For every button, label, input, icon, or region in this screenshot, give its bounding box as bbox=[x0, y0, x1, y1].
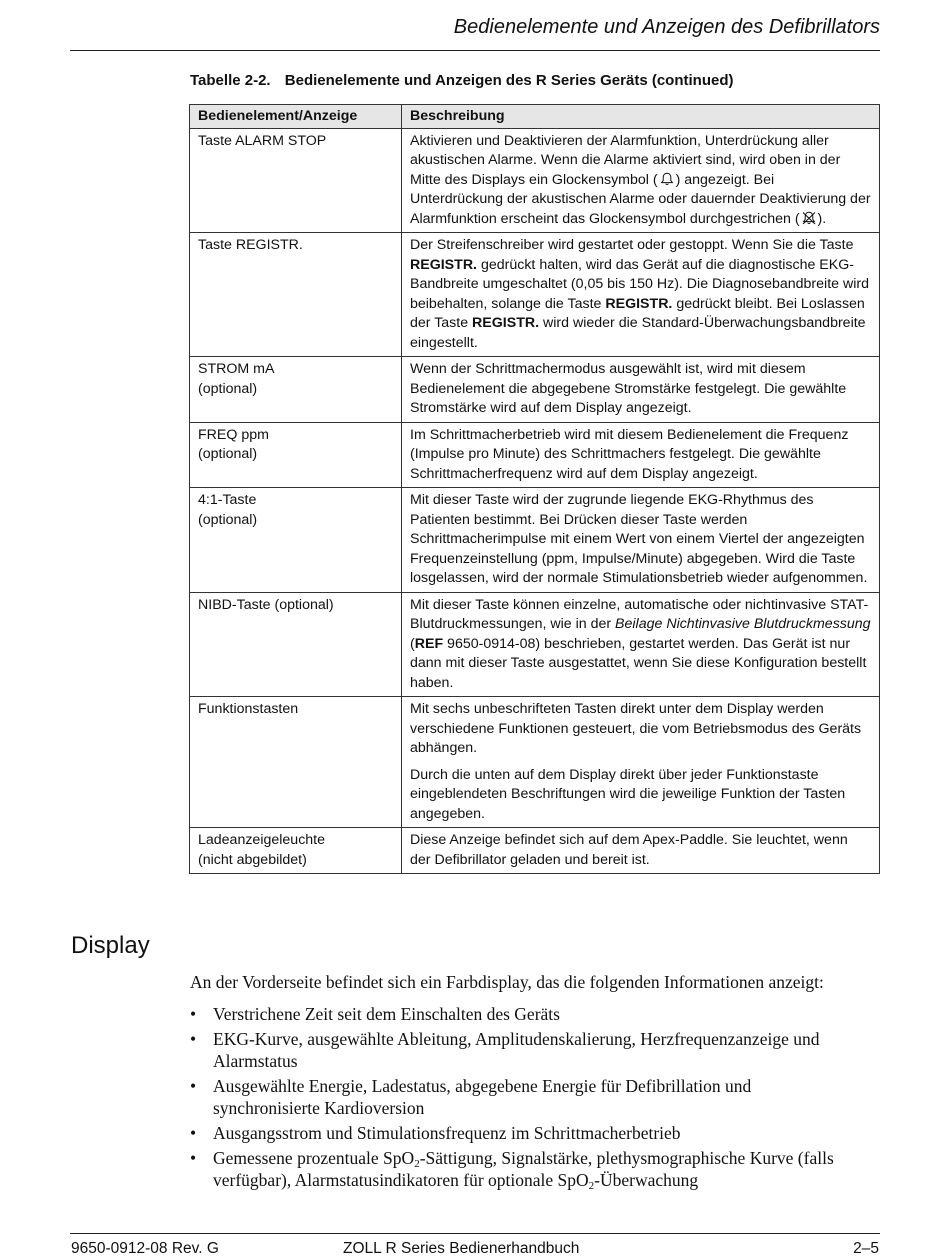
description-cell bbox=[402, 128, 880, 233]
description-cell bbox=[402, 592, 880, 697]
list-item bbox=[190, 1147, 840, 1191]
control-name: NIBD-Taste (optional) bbox=[198, 596, 334, 613]
list-item bbox=[190, 1003, 840, 1025]
bell-crossed-icon bbox=[801, 210, 817, 226]
table-header-row bbox=[190, 105, 880, 129]
list-item bbox=[190, 1028, 840, 1072]
table-row bbox=[190, 128, 880, 233]
control-name: Taste ALARM STOP bbox=[198, 132, 327, 149]
control-cell bbox=[190, 233, 402, 357]
description-text: ) angezeigt. Bei Unterdrückung der akustischen Alarme oder dauernder Deaktivierung der Alarmfunktion erscheint das Glockensymbol durchgestrichen ( bbox=[410, 171, 871, 227]
description-text: Wenn der Schrittmachermodus ausgewählt ist, wird mit diesem Bedienelement die abgegebene Stromstärke festgelegt. Die gewählte Stromstärke wird auf dem Display angezeigt. bbox=[410, 361, 847, 416]
control-name: STROM mA bbox=[198, 361, 275, 377]
description-text: Mit dieser Taste können einzelne, automatische oder nichtinvasive STAT-Blutdruckmessungen, wie in der bbox=[410, 596, 869, 632]
subscript: 2 bbox=[588, 1180, 595, 1192]
control-qualifier: (nicht abgebildet) bbox=[198, 851, 307, 868]
description-paragraph: Durch die unten auf dem Display direkt über jeder Funktionstaste eingeblendeten Beschriftungen wird die jeweilige Funktion der Tasten angegeben. bbox=[410, 766, 846, 822]
document-reference-title: Beilage Nichtinvasive Blutdruckmessung bbox=[615, 616, 871, 632]
list-item bbox=[190, 1075, 840, 1119]
control-cell bbox=[190, 422, 402, 488]
description-text: Aktivieren und Deaktivieren der Alarmfunktion, Unterdrückung aller akustischen Alarme. Wenn die Alarme aktiviert sind, wird oben in der Mitte des Displays ein Glockensymbol ( bbox=[410, 132, 841, 188]
table-caption bbox=[190, 72, 733, 89]
table-row bbox=[190, 828, 880, 874]
bullet-marker: • bbox=[190, 1076, 197, 1096]
control-cell bbox=[190, 828, 402, 874]
bullet-marker: • bbox=[190, 1004, 197, 1024]
control-name: 4:1-Taste bbox=[198, 492, 257, 508]
footer-manual-title: ZOLL R Series Bedienerhandbuch bbox=[343, 1240, 580, 1257]
control-qualifier: (optional) bbox=[198, 511, 258, 528]
table-row bbox=[190, 488, 880, 593]
bold-key-label: REGISTR. bbox=[605, 295, 673, 312]
description-text: 9650-0914-08) beschrieben, gestartet werden. Das Gerät ist nur dann mit dieser Taste ausgestattet, wenn Sie diese Konfiguration bestellt haben. bbox=[410, 635, 867, 691]
control-cell bbox=[190, 697, 402, 828]
description-text: Im Schrittmacherbetrieb wird mit diesem Bedienelement die Frequenz (Impulse pro Minute) des Schrittmachers festgelegt. Die gewählte Schrittmacherfrequenz wird auf dem Display angezeigt. bbox=[410, 426, 849, 482]
description-text: Der Streifenschreiber wird gestartet oder gestoppt. Wenn Sie die Taste bbox=[410, 237, 854, 253]
ref-label: REF bbox=[414, 635, 444, 652]
table-caption-number: Tabelle 2-2. bbox=[190, 72, 271, 89]
footer-doc-number: 9650-0912-08 Rev. G bbox=[71, 1240, 219, 1257]
table-row bbox=[190, 592, 880, 697]
bullet-marker: • bbox=[190, 1148, 197, 1168]
description-text: Diese Anzeige befindet sich auf dem Apex-Paddle. Sie leuchtet, wenn der Defibrillator geladen und bereit ist. bbox=[410, 832, 848, 868]
description-text: ). bbox=[817, 210, 827, 227]
control-cell bbox=[190, 488, 402, 593]
bullet-marker: • bbox=[190, 1029, 197, 1049]
description-cell bbox=[402, 828, 880, 874]
footer-rule bbox=[70, 1233, 880, 1234]
table-row bbox=[190, 233, 880, 357]
description-cell bbox=[402, 488, 880, 593]
list-item-text: -Überwachung bbox=[594, 1170, 699, 1190]
list-item-text: Ausgewählte Energie, Ladestatus, abgegebene Energie für Defibrillation und synchronisierte Kardioversion bbox=[213, 1076, 752, 1118]
description-text: gedrückt bleibt. Bei Loslassen der Taste bbox=[410, 295, 865, 331]
column-header-description: Beschreibung bbox=[402, 105, 880, 129]
list-item bbox=[190, 1122, 840, 1144]
table-row bbox=[190, 357, 880, 423]
control-cell bbox=[190, 357, 402, 423]
list-item-text: EKG-Kurve, ausgewählte Ableitung, Amplitudenskalierung, Herzfrequenzanzeige und Alarmstatus bbox=[213, 1029, 820, 1071]
list-item-text: Verstrichene Zeit seit dem Einschalten des Geräts bbox=[213, 1004, 560, 1024]
table-row bbox=[190, 422, 880, 488]
description-text: wird wieder die Standard-Überwachungsbandbreite eingestellt. bbox=[410, 315, 866, 351]
description-text: ( bbox=[410, 635, 415, 652]
description-cell bbox=[402, 233, 880, 357]
subscript: 2 bbox=[414, 1158, 420, 1170]
footer-page-number: 2–5 bbox=[853, 1240, 879, 1257]
list-item-text: Gemessene prozentuale SpO bbox=[213, 1148, 415, 1168]
control-cell bbox=[190, 592, 402, 697]
control-name: Taste REGISTR. bbox=[198, 237, 303, 253]
table-caption-text: Bedienelemente und Anzeigen des R Series Geräts (continued) bbox=[284, 72, 734, 89]
list-item-text: Ausgangsstrom und Stimulationsfrequenz im Schrittmacherbetrieb bbox=[213, 1123, 681, 1143]
list-item-text: -Sättigung, Signalstärke, plethysmographische Kurve (falls verfügbar), Alarmstatusindikatoren für optionale SpO bbox=[213, 1148, 834, 1190]
description-paragraph: Mit sechs unbeschrifteten Tasten direkt unter dem Display werden verschiedene Funktionen gesteuert, die vom Betriebsmodus des Geräts abhängen. bbox=[410, 701, 862, 756]
bold-key-label: REGISTR. bbox=[410, 256, 478, 273]
display-info-list bbox=[190, 1003, 840, 1194]
description-text: gedrückt halten, wird das Gerät auf die diagnostische EKG-Bandbreite umgeschaltet (0,05 bis 150 Hz). Die Diagnosebandbreite wird beibehalten, solange die Taste bbox=[410, 256, 869, 312]
header-rule bbox=[70, 50, 880, 51]
control-name: Ladeanzeigeleuchte bbox=[198, 832, 326, 848]
controls-table bbox=[189, 104, 880, 874]
description-text: Mit dieser Taste wird der zugrunde liegende EKG-Rhythmus des Patienten bestimmt. Bei Drücken dieser Taste werden Schrittmacherimpulse mit einem Wert von einem Viertel der angezeigten Frequenzeinstellung (ppm, Impulse/Minute) abgegeben. Wird die Taste losgelassen, wird der normale Stimulationsbetrieb wieder aufgenommen. bbox=[410, 492, 868, 586]
section-intro: An der Vorderseite befindet sich ein Farbdisplay, das die folgenden Informationen anzeigt: bbox=[190, 972, 824, 992]
bullet-marker: • bbox=[190, 1123, 197, 1143]
bell-icon bbox=[659, 171, 675, 187]
control-name: FREQ ppm bbox=[198, 426, 269, 443]
control-qualifier: (optional) bbox=[198, 380, 258, 397]
description-cell bbox=[402, 357, 880, 423]
running-header-title: Bedienelemente und Anzeigen des Defibrillators bbox=[453, 16, 880, 38]
column-header-control: Bedienelement/Anzeige bbox=[190, 105, 402, 129]
control-name: Funktionstasten bbox=[198, 701, 299, 717]
description-cell bbox=[402, 422, 880, 488]
description-cell bbox=[402, 697, 880, 828]
table-row bbox=[190, 697, 880, 828]
section-heading: Display bbox=[71, 932, 150, 959]
control-cell bbox=[190, 128, 402, 233]
bold-key-label: REGISTR. bbox=[472, 315, 540, 331]
control-qualifier: (optional) bbox=[198, 446, 258, 462]
